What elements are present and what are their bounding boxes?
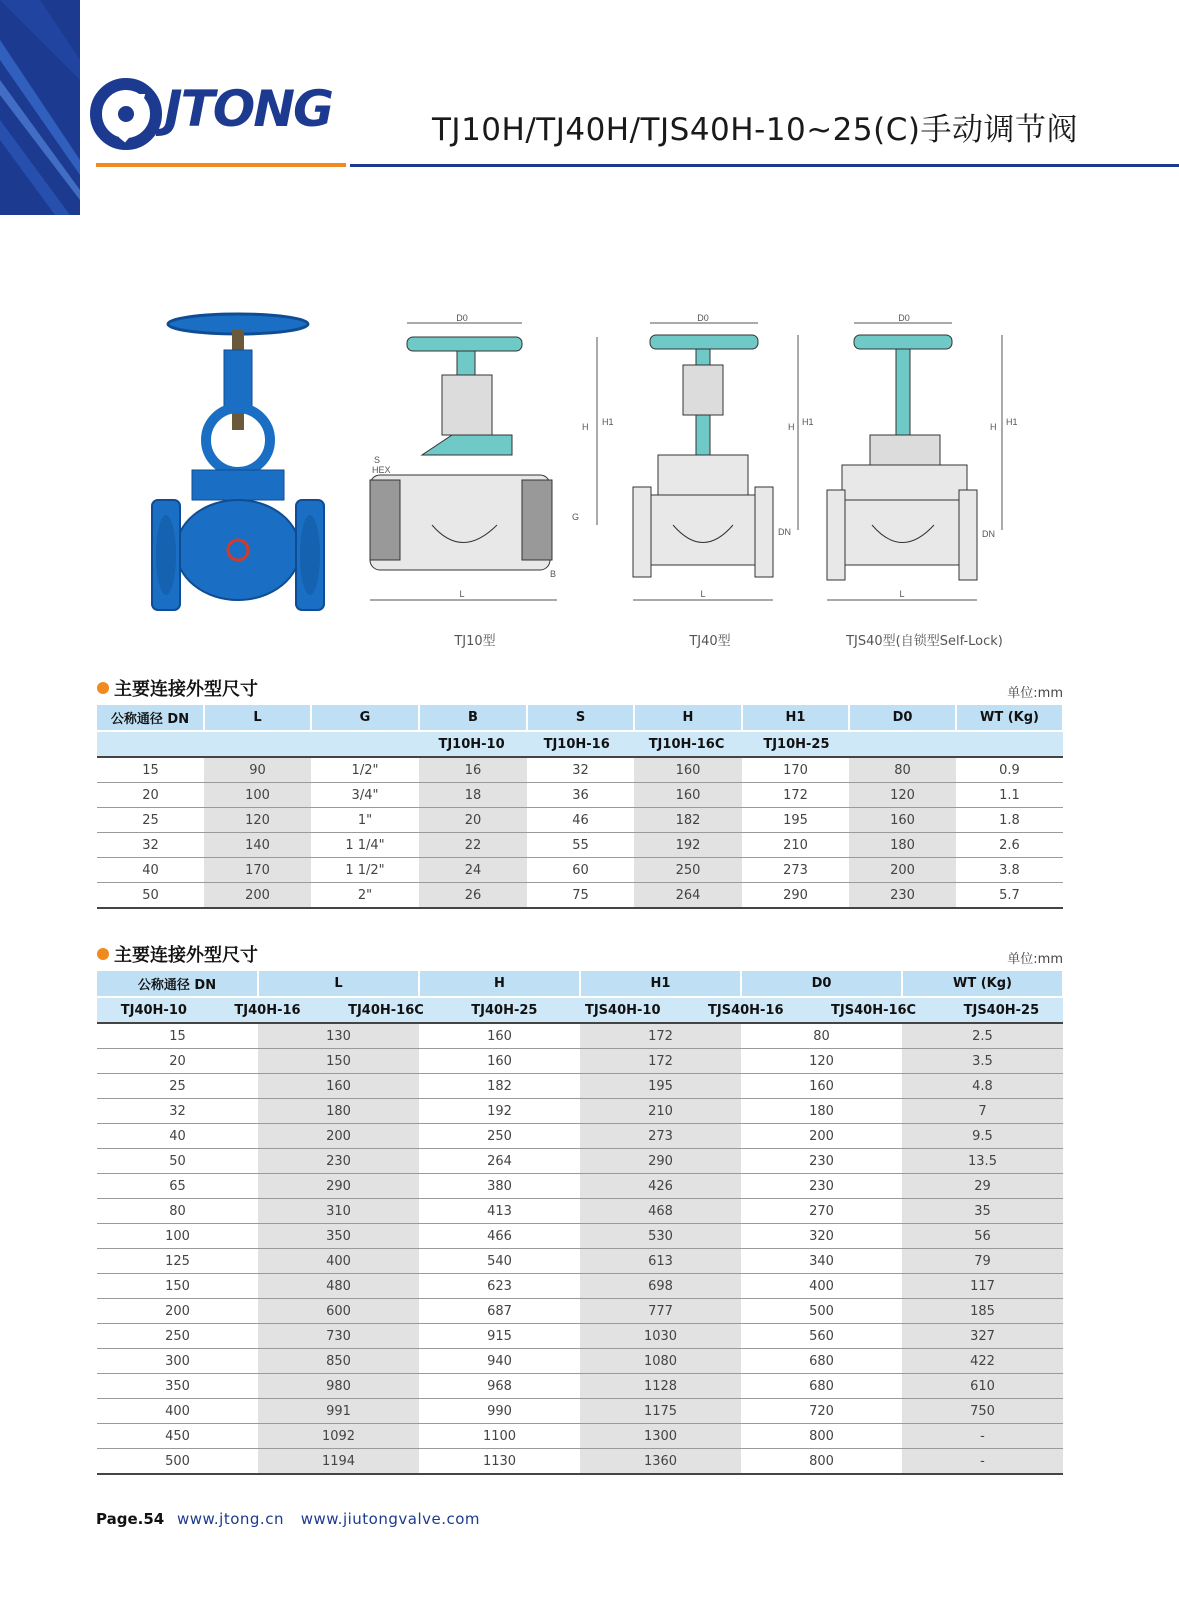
table-cell: 1130 (419, 1449, 580, 1475)
table-cell: 20 (97, 1049, 258, 1074)
table-cell: 182 (634, 808, 742, 833)
dim-h1-label: H1 (802, 417, 814, 427)
table-cell: 22 (419, 833, 527, 858)
table-cell: 15 (97, 1023, 258, 1049)
unit-label-1: 单位:mm (1007, 686, 1063, 701)
table-cell: 1/2" (311, 757, 419, 783)
drawing-tjs40 (822, 315, 1022, 615)
dim-h1-label: H1 (602, 417, 614, 427)
table-cell: 426 (580, 1174, 741, 1199)
dim-b-label: B (550, 569, 557, 579)
table-cell: 172 (580, 1049, 741, 1074)
table-cell: 1080 (580, 1349, 741, 1374)
dim-hex-label: HEX (372, 465, 391, 475)
page-number: Page.54 (96, 1510, 165, 1528)
table-cell: 160 (258, 1074, 419, 1099)
header-d0: D0 (849, 705, 956, 731)
table-cell: 32 (527, 757, 634, 783)
section-title-2 (97, 941, 258, 967)
table-cell: 480 (258, 1274, 419, 1299)
logo-underline (96, 163, 346, 167)
table-cell: 117 (902, 1274, 1063, 1299)
table-cell: 192 (634, 833, 742, 858)
table-cell: 1175 (580, 1399, 741, 1424)
table-cell: 468 (580, 1199, 741, 1224)
dim-dn-label: DN (982, 529, 995, 539)
model-row (97, 731, 1063, 757)
table-cell: 273 (742, 858, 849, 883)
table-row (97, 858, 1063, 883)
table-cell: 120 (849, 783, 956, 808)
table-cell: 160 (741, 1074, 902, 1099)
table-cell: 195 (580, 1074, 741, 1099)
table-cell: 46 (527, 808, 634, 833)
table-row (97, 1124, 1063, 1149)
section-title-1 (97, 675, 258, 701)
dim-h-label: H (788, 422, 795, 432)
model-label: TJ40H-25 (471, 1002, 538, 1018)
table-cell: 200 (97, 1299, 258, 1324)
table-row (97, 1399, 1063, 1424)
dim-l-label: L (899, 589, 905, 599)
table-row (97, 783, 1063, 808)
corner-decoration (0, 0, 80, 215)
table-cell: 172 (580, 1023, 741, 1049)
table-cell: 200 (741, 1124, 902, 1149)
table-cell: 680 (741, 1349, 902, 1374)
table-cell: 310 (258, 1199, 419, 1224)
table-row (97, 1074, 1063, 1099)
table-header-row (97, 971, 1063, 997)
table-cell: 915 (419, 1324, 580, 1349)
dimension-table-tj40 (97, 971, 1064, 1475)
table-cell: 380 (419, 1174, 580, 1199)
table-cell: 350 (258, 1224, 419, 1249)
table-cell: 610 (902, 1374, 1063, 1399)
table-cell: 327 (902, 1324, 1063, 1349)
header-l: L (258, 971, 419, 997)
table-cell: 991 (258, 1399, 419, 1424)
table-cell: 4.8 (902, 1074, 1063, 1099)
bullet-dot-icon (97, 682, 109, 694)
bullet-dot-icon (97, 948, 109, 960)
table-cell: 1.8 (956, 808, 1063, 833)
table-cell: 698 (580, 1274, 741, 1299)
table-cell: 230 (258, 1149, 419, 1174)
dim-g-label: G (572, 512, 580, 522)
table-cell: 3.5 (902, 1049, 1063, 1074)
table-cell: 125 (97, 1249, 258, 1274)
header-s: S (527, 705, 634, 731)
table-cell: 36 (527, 783, 634, 808)
page-title: TJ10H/TJ40H/TJS40H-10~25(C)手动调节阀 (432, 112, 1078, 148)
table-row (97, 757, 1063, 783)
table-cell: 730 (258, 1324, 419, 1349)
table-row (97, 808, 1063, 833)
table-cell: 7 (902, 1099, 1063, 1124)
table-cell: 182 (419, 1074, 580, 1099)
model-label: TJ10H-16 (543, 736, 610, 752)
table-cell: 350 (97, 1374, 258, 1399)
table-row (97, 1424, 1063, 1449)
table-cell: 2" (311, 883, 419, 909)
page-footer (96, 1510, 492, 1528)
table-cell: 720 (741, 1399, 902, 1424)
table-cell: 250 (97, 1324, 258, 1349)
table-cell: 230 (741, 1174, 902, 1199)
table-cell: 270 (741, 1199, 902, 1224)
table-cell: 300 (97, 1349, 258, 1374)
table-cell: 940 (419, 1349, 580, 1374)
table-cell: 150 (258, 1049, 419, 1074)
brand-logo (92, 74, 362, 164)
table-row (97, 1324, 1063, 1349)
table-cell: 140 (204, 833, 311, 858)
table-cell: 50 (97, 883, 204, 909)
table-cell: 160 (634, 757, 742, 783)
table-cell: 26 (419, 883, 527, 909)
table-cell: 500 (97, 1449, 258, 1475)
table-cell: 80 (741, 1023, 902, 1049)
header-dn: 公称通径 DN (97, 705, 204, 731)
valve-photo (150, 310, 330, 620)
table-cell: 264 (634, 883, 742, 909)
table-cell: 65 (97, 1174, 258, 1199)
table-row (97, 833, 1063, 858)
caption-tj10: TJ10型 (454, 634, 496, 649)
table-cell: 56 (902, 1224, 1063, 1249)
table-cell: 90 (204, 757, 311, 783)
model-labels (97, 997, 1063, 1023)
table-cell: 180 (258, 1099, 419, 1124)
brand-name: JTONG (164, 80, 333, 138)
header-h: H (419, 971, 580, 997)
table-cell: 1.1 (956, 783, 1063, 808)
table-cell: - (902, 1424, 1063, 1449)
table-cell: 100 (204, 783, 311, 808)
table-cell: 200 (258, 1124, 419, 1149)
table-cell: 264 (419, 1149, 580, 1174)
table-cell: 150 (97, 1274, 258, 1299)
table-row (97, 1249, 1063, 1274)
table-cell: 80 (97, 1199, 258, 1224)
table-cell: 180 (741, 1099, 902, 1124)
section-title-text: 主要连接外型尺寸 (114, 679, 258, 700)
table-row (97, 1149, 1063, 1174)
header-wt: WT (Kg) (902, 971, 1063, 997)
logo-mark-icon (92, 78, 162, 150)
table-cell: 990 (419, 1399, 580, 1424)
header-wt: WT (Kg) (956, 705, 1063, 731)
table-cell: 400 (258, 1249, 419, 1274)
table-cell: 50 (97, 1149, 258, 1174)
dim-d0-label: D0 (697, 313, 709, 323)
table-cell: 200 (849, 858, 956, 883)
table-cell: 450 (97, 1424, 258, 1449)
table-cell: 15 (97, 757, 204, 783)
table-cell: 400 (741, 1274, 902, 1299)
table-cell: 18 (419, 783, 527, 808)
table-cell: 210 (580, 1099, 741, 1124)
table-cell: 100 (97, 1224, 258, 1249)
table-row (97, 1199, 1063, 1224)
table-cell: 1 1/2" (311, 858, 419, 883)
table-cell: 968 (419, 1374, 580, 1399)
model-label: TJS40H-16 (708, 1002, 784, 1018)
table-cell: 32 (97, 833, 204, 858)
table-cell: 40 (97, 858, 204, 883)
table-cell: 230 (741, 1149, 902, 1174)
table-cell: 0.9 (956, 757, 1063, 783)
table-cell: 290 (580, 1149, 741, 1174)
table-row (97, 883, 1063, 909)
table-cell: 13.5 (902, 1149, 1063, 1174)
table-cell: 35 (902, 1199, 1063, 1224)
table-cell: 540 (419, 1249, 580, 1274)
table-cell: 800 (741, 1424, 902, 1449)
table-cell: 160 (849, 808, 956, 833)
table-cell: 530 (580, 1224, 741, 1249)
model-label: TJS40H-25 (963, 1002, 1040, 1018)
website-link[interactable]: www.jiutongvalve.com (300, 1510, 481, 1528)
table-cell: 340 (741, 1249, 902, 1274)
table-cell: 32 (97, 1099, 258, 1124)
model-labels (419, 731, 849, 757)
table-cell: 120 (741, 1049, 902, 1074)
table-cell: 980 (258, 1374, 419, 1399)
website-link[interactable]: www.jtong.cn (176, 1510, 284, 1528)
caption-tjs40: TJS40型(自锁型Self-Lock) (846, 634, 1003, 649)
table-cell: 1100 (419, 1424, 580, 1449)
table-cell: 850 (258, 1349, 419, 1374)
table-cell: 172 (742, 783, 849, 808)
table-row (97, 1374, 1063, 1399)
table-cell: 130 (258, 1023, 419, 1049)
model-label: TJ10H-10 (438, 736, 505, 752)
table-cell: 500 (741, 1299, 902, 1324)
dim-h-label: H (990, 422, 997, 432)
table-row (97, 1099, 1063, 1124)
header-h1: H1 (742, 705, 849, 731)
header-rule (350, 164, 1179, 167)
table-cell: 180 (849, 833, 956, 858)
table-row (97, 1049, 1063, 1074)
table-cell: 20 (419, 808, 527, 833)
table-cell: 29 (902, 1174, 1063, 1199)
table-cell: 687 (419, 1299, 580, 1324)
table-cell: 20 (97, 783, 204, 808)
table-cell: 600 (258, 1299, 419, 1324)
header-g: G (311, 705, 419, 731)
model-label: TJ10H-16C (648, 736, 725, 752)
table-cell: 160 (419, 1023, 580, 1049)
dim-h-label: H (582, 422, 589, 432)
table-cell: 9.5 (902, 1124, 1063, 1149)
table-cell: 160 (419, 1049, 580, 1074)
dim-d0-label: D0 (898, 313, 910, 323)
header-d0: D0 (741, 971, 902, 997)
table-cell: 613 (580, 1249, 741, 1274)
section-title-text: 主要连接外型尺寸 (114, 945, 258, 966)
header-dn: 公称通径 DN (97, 971, 258, 997)
table-cell: 2.6 (956, 833, 1063, 858)
table-row (97, 1349, 1063, 1374)
table-cell: 2.5 (902, 1023, 1063, 1049)
table-cell: 800 (741, 1449, 902, 1475)
model-label: TJ10H-25 (763, 736, 830, 752)
table-cell: 413 (419, 1199, 580, 1224)
table-cell: 170 (742, 757, 849, 783)
table-cell: 290 (742, 883, 849, 909)
table-cell: 750 (902, 1399, 1063, 1424)
dim-d0-label: D0 (456, 313, 468, 323)
table-cell: 185 (902, 1299, 1063, 1324)
unit-label-2: 单位:mm (1007, 952, 1063, 967)
table-cell: 273 (580, 1124, 741, 1149)
table-cell: 195 (742, 808, 849, 833)
table-row (97, 1299, 1063, 1324)
table-cell: 3/4" (311, 783, 419, 808)
table-cell: 16 (419, 757, 527, 783)
table-cell: 1360 (580, 1449, 741, 1475)
table-cell: 25 (97, 1074, 258, 1099)
table-cell: 1" (311, 808, 419, 833)
table-cell: 1092 (258, 1424, 419, 1449)
drawing-tj40 (628, 315, 818, 615)
table-cell: 170 (204, 858, 311, 883)
table-cell: 466 (419, 1224, 580, 1249)
table-cell: 320 (741, 1224, 902, 1249)
table-cell: 1300 (580, 1424, 741, 1449)
dim-l-label: L (700, 589, 706, 599)
table-cell: 160 (634, 783, 742, 808)
model-row (97, 997, 1063, 1023)
table-cell: 3.8 (956, 858, 1063, 883)
table-row (97, 1174, 1063, 1199)
table-cell: 250 (634, 858, 742, 883)
brand-wordmark (164, 80, 332, 138)
table-row (97, 1449, 1063, 1475)
table-cell: 560 (741, 1324, 902, 1349)
table-row (97, 1023, 1063, 1049)
model-label: TJ40H-10 (120, 1002, 187, 1018)
table-cell: 79 (902, 1249, 1063, 1274)
table-cell: 623 (419, 1274, 580, 1299)
table-cell: 40 (97, 1124, 258, 1149)
table-cell: 1128 (580, 1374, 741, 1399)
table-cell: 230 (849, 883, 956, 909)
table-cell: 24 (419, 858, 527, 883)
table-cell: 1030 (580, 1324, 741, 1349)
dim-s-label: S (374, 455, 381, 465)
table-row (97, 1274, 1063, 1299)
table-cell: 192 (419, 1099, 580, 1124)
table-cell: 25 (97, 808, 204, 833)
table-cell: 290 (258, 1174, 419, 1199)
table-cell: 55 (527, 833, 634, 858)
table-cell: 1194 (258, 1449, 419, 1475)
table-cell: 120 (204, 808, 311, 833)
table-header-row (97, 705, 1063, 731)
table-cell: 75 (527, 883, 634, 909)
header-l: L (204, 705, 311, 731)
table-cell: 210 (742, 833, 849, 858)
header-h: H (634, 705, 742, 731)
table-cell: 200 (204, 883, 311, 909)
caption-tj40: TJ40型 (689, 634, 731, 649)
table-cell: 250 (419, 1124, 580, 1149)
model-label: TJS40H-10 (584, 1002, 661, 1018)
header-h1: H1 (580, 971, 741, 997)
model-label: TJ40H-16C (348, 1002, 424, 1018)
table-cell: 777 (580, 1299, 741, 1324)
table-row (97, 1224, 1063, 1249)
table-cell: 80 (849, 757, 956, 783)
table-cell: 1 1/4" (311, 833, 419, 858)
header-b: B (419, 705, 527, 731)
model-label: TJ40H-16 (234, 1002, 301, 1018)
table-cell: 680 (741, 1374, 902, 1399)
table-cell: 422 (902, 1349, 1063, 1374)
dim-dn-label: DN (778, 527, 791, 537)
model-label: TJS40H-16C (831, 1002, 917, 1018)
drawing-tj10 (362, 315, 612, 615)
table-cell: 400 (97, 1399, 258, 1424)
dim-h1-label: H1 (1006, 417, 1018, 427)
table-cell: 5.7 (956, 883, 1063, 909)
table-cell: 60 (527, 858, 634, 883)
dim-l-label: L (459, 589, 465, 599)
dimension-table-tj10 (97, 705, 1064, 909)
table-cell: - (902, 1449, 1063, 1475)
